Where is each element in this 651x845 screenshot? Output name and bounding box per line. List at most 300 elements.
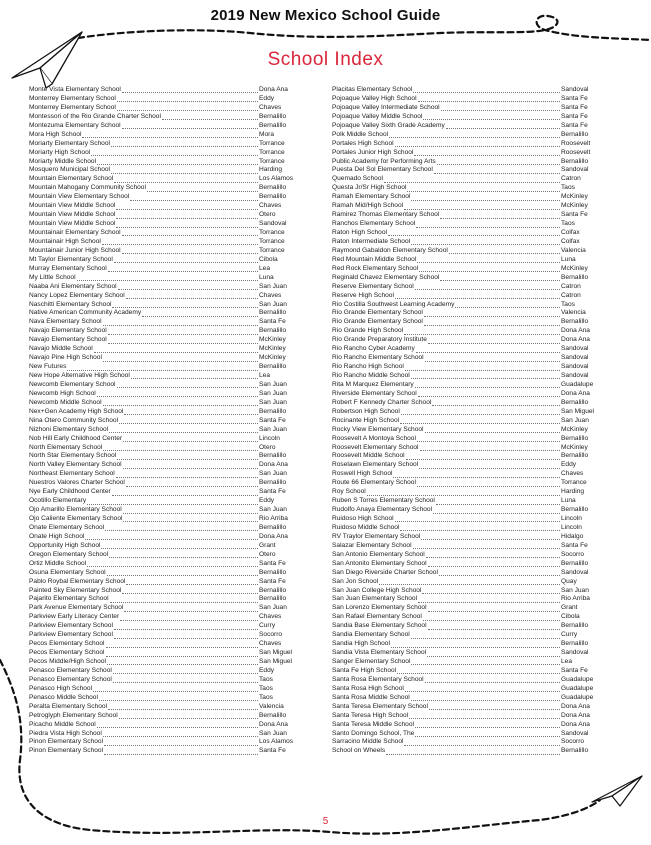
county-name: Rio Arriba bbox=[259, 515, 288, 522]
school-name: Reserve High School bbox=[332, 291, 394, 299]
school-name: Rocky View Elementary School bbox=[332, 425, 424, 433]
dot-leader bbox=[104, 749, 258, 755]
index-entry bbox=[332, 238, 605, 247]
school-name: Robert F Kennedy Charter School bbox=[332, 398, 432, 406]
school-name: Rita M Marquez Elementary bbox=[332, 380, 414, 388]
dot-leader bbox=[142, 311, 258, 317]
county-name: Guadalupe bbox=[561, 675, 594, 683]
dot-leader bbox=[107, 659, 258, 665]
index-entry bbox=[29, 524, 303, 533]
index-entry bbox=[332, 149, 605, 158]
county-name: San Miguel bbox=[259, 649, 292, 657]
school-name: Pojoaque Valley Intermediate School bbox=[332, 103, 440, 111]
school-name: Salazar Elementary School bbox=[332, 541, 412, 549]
dot-leader bbox=[114, 624, 258, 630]
school-name: Santa Teresa Elementary School bbox=[332, 702, 428, 710]
dot-leader bbox=[109, 552, 258, 558]
school-name: North Elementary School bbox=[29, 443, 103, 451]
county-name: Bernalillo bbox=[259, 452, 287, 460]
county-name: Otero bbox=[259, 211, 276, 219]
school-name: Nex+Gen Academy High School bbox=[29, 407, 124, 415]
school-name: Mosquero Municipal School bbox=[29, 166, 110, 174]
dot-leader bbox=[118, 284, 258, 290]
dot-leader bbox=[386, 749, 560, 755]
school-name: Roosevelt Elementary School bbox=[332, 443, 419, 451]
county-name: Chaves bbox=[259, 202, 282, 210]
dot-leader bbox=[123, 516, 258, 522]
school-name: Painted Sky Elementary School bbox=[29, 586, 122, 594]
dot-leader bbox=[432, 400, 560, 406]
index-entry bbox=[29, 542, 303, 551]
dot-leader bbox=[110, 597, 258, 603]
county-name: Lea bbox=[259, 372, 271, 379]
index-entry bbox=[332, 721, 605, 730]
page-header-title: 2019 New Mexico School Guide bbox=[210, 7, 441, 24]
dot-leader bbox=[406, 454, 560, 460]
dot-leader bbox=[112, 302, 258, 308]
index-entry bbox=[332, 247, 605, 256]
county-name: Grant bbox=[561, 604, 578, 612]
index-entry bbox=[29, 658, 303, 667]
index-entry bbox=[332, 292, 605, 301]
index-entry bbox=[332, 747, 605, 756]
dot-leader bbox=[411, 695, 560, 701]
index-entry bbox=[29, 595, 303, 604]
index-entry bbox=[332, 488, 605, 497]
dot-leader bbox=[404, 329, 560, 335]
county-name: Taos bbox=[561, 300, 575, 308]
dot-leader bbox=[103, 400, 258, 406]
index-entry bbox=[29, 158, 303, 167]
dot-leader bbox=[419, 266, 560, 272]
dot-leader bbox=[418, 96, 560, 102]
county-name: Dona Ana bbox=[561, 327, 590, 335]
school-name: Polk Middle School bbox=[332, 130, 389, 138]
school-name: Mountain View Middle School bbox=[29, 220, 116, 228]
dot-leader bbox=[122, 588, 258, 594]
index-entry bbox=[332, 193, 605, 202]
dot-leader bbox=[108, 704, 258, 710]
index-entry bbox=[29, 649, 303, 658]
index-entry bbox=[332, 730, 605, 739]
index-entry bbox=[332, 140, 605, 149]
school-name: Monterrey Elementary School bbox=[29, 103, 116, 111]
school-name: Raton Intermediate School bbox=[332, 237, 411, 245]
dot-leader bbox=[103, 445, 258, 451]
school-name: Moriarty High School bbox=[29, 148, 91, 156]
school-name: Pinon Elementary School bbox=[29, 738, 104, 746]
dot-leader bbox=[427, 651, 560, 657]
index-entry bbox=[332, 408, 605, 417]
county-name: Catron bbox=[561, 175, 581, 183]
index-entry bbox=[332, 417, 605, 426]
county-name: Santa Fe bbox=[561, 666, 588, 674]
index-entry bbox=[332, 658, 605, 667]
county-name: Lea bbox=[259, 264, 271, 272]
dot-leader bbox=[113, 668, 258, 674]
dot-leader bbox=[126, 293, 258, 299]
county-name: Eddy bbox=[259, 666, 275, 674]
dot-leader bbox=[119, 713, 258, 719]
school-name: Questa Jr/Sr High School bbox=[332, 184, 407, 192]
school-name: Raymond Gabaldon Elementary School bbox=[332, 246, 448, 254]
school-name: Riverside Elementary School bbox=[332, 389, 417, 397]
index-entry bbox=[29, 622, 303, 631]
school-name: Roswell High School bbox=[332, 470, 393, 478]
county-name: Sandoval bbox=[561, 354, 589, 362]
dot-leader bbox=[103, 320, 258, 326]
dot-leader bbox=[413, 87, 560, 93]
county-name: Mora bbox=[259, 130, 275, 138]
dot-leader bbox=[122, 123, 258, 129]
county-name: Dona Ana bbox=[259, 720, 288, 728]
school-name: Nye Early Childhood Center bbox=[29, 488, 111, 496]
index-entry bbox=[332, 345, 605, 354]
county-name: Santa Fe bbox=[561, 121, 588, 129]
school-name: Monterrey Elementary School bbox=[29, 94, 116, 102]
index-entry bbox=[332, 685, 605, 694]
dot-leader bbox=[102, 239, 258, 245]
dot-leader bbox=[87, 561, 258, 567]
school-name: Placitas Elementary School bbox=[332, 86, 413, 93]
dot-leader bbox=[423, 615, 560, 621]
county-name: McKinley bbox=[561, 443, 588, 451]
county-name: Torrance bbox=[259, 229, 285, 236]
index-entry bbox=[332, 578, 605, 587]
index-entry bbox=[332, 694, 605, 703]
index-entry bbox=[29, 497, 303, 506]
index-entry bbox=[29, 149, 303, 158]
school-name: Nancy Lopez Elementary School bbox=[29, 291, 125, 299]
dot-leader bbox=[411, 195, 560, 201]
school-name: Ruidoso High School bbox=[332, 515, 394, 522]
index-entry bbox=[332, 354, 605, 363]
county-name: Quay bbox=[561, 577, 577, 585]
dot-leader bbox=[103, 356, 258, 362]
dot-leader bbox=[112, 490, 258, 496]
school-index-column-right bbox=[332, 86, 605, 756]
index-entry bbox=[332, 175, 605, 184]
county-name: McKinley bbox=[561, 264, 588, 272]
index-entry bbox=[29, 694, 303, 703]
dot-leader bbox=[415, 382, 560, 388]
index-entry bbox=[332, 479, 605, 488]
county-name: San Juan bbox=[259, 729, 287, 737]
school-name: Santa Teresa Middle School bbox=[332, 720, 414, 728]
county-name: Bernalillo bbox=[561, 640, 589, 648]
school-name: Portales Junior High School bbox=[332, 148, 414, 156]
dot-leader bbox=[420, 445, 561, 451]
dot-leader bbox=[419, 463, 560, 469]
school-name: Moriarty Elementary School bbox=[29, 139, 110, 147]
school-name: San Juan Elementary School bbox=[332, 595, 418, 603]
county-name: Bernalillo bbox=[259, 193, 287, 201]
index-entry bbox=[332, 166, 605, 175]
dot-leader bbox=[417, 257, 560, 263]
school-name: My Little School bbox=[29, 273, 76, 281]
dot-leader bbox=[446, 123, 560, 129]
dot-leader bbox=[126, 579, 258, 585]
school-name: Mountainair High School bbox=[29, 237, 101, 245]
index-entry bbox=[332, 542, 605, 551]
school-name: Route 66 Elementary School bbox=[332, 479, 416, 487]
index-entry bbox=[29, 354, 303, 363]
school-name: Navajo Elementary School bbox=[29, 336, 107, 344]
index-entry bbox=[29, 104, 303, 113]
index-entry bbox=[332, 86, 605, 95]
school-name: New Hope Alternative High School bbox=[29, 372, 130, 379]
index-entry bbox=[29, 730, 303, 739]
school-name: Navajo Elementary School bbox=[29, 327, 107, 335]
dot-leader bbox=[162, 114, 258, 120]
county-name: Taos bbox=[259, 675, 273, 683]
county-name: McKinley bbox=[561, 202, 588, 210]
dot-leader bbox=[426, 552, 560, 558]
dot-leader bbox=[411, 239, 560, 245]
school-name: Oregon Elementary School bbox=[29, 550, 109, 558]
index-entry bbox=[29, 533, 303, 542]
county-name: Roosevelt bbox=[561, 148, 591, 156]
index-entry bbox=[29, 712, 303, 721]
county-name: Dona Ana bbox=[259, 86, 288, 93]
county-name: Santa Fe bbox=[561, 112, 588, 120]
dot-leader bbox=[415, 284, 560, 290]
index-entry bbox=[29, 211, 303, 220]
school-name: Northeast Elementary School bbox=[29, 470, 115, 478]
county-name: Curry bbox=[561, 631, 578, 639]
dot-leader bbox=[101, 543, 258, 549]
county-name: Valencia bbox=[561, 246, 586, 254]
index-entry bbox=[29, 470, 303, 479]
county-name: San Miguel bbox=[561, 407, 594, 415]
index-entry bbox=[332, 113, 605, 122]
county-name: Santa Fe bbox=[561, 94, 588, 102]
county-name: San Juan bbox=[259, 282, 287, 290]
county-name: Hidalgo bbox=[561, 532, 584, 540]
index-entry bbox=[29, 309, 303, 318]
index-entry bbox=[332, 327, 605, 336]
school-name: Ruidoso Middle School bbox=[332, 523, 400, 531]
school-name: Raton High School bbox=[332, 229, 387, 236]
county-name: Bernalillo bbox=[259, 112, 287, 120]
county-name: Eddy bbox=[561, 461, 577, 469]
school-name: Navajo Middle School bbox=[29, 345, 93, 353]
dot-leader bbox=[389, 132, 560, 138]
county-name: Torrance bbox=[259, 237, 285, 245]
index-entry bbox=[29, 578, 303, 587]
index-entry bbox=[332, 336, 605, 345]
school-name: Navajo Pine High School bbox=[29, 354, 102, 362]
school-name: Portales High School bbox=[332, 139, 394, 147]
dot-leader bbox=[423, 114, 560, 120]
county-name: San Juan bbox=[259, 300, 287, 308]
index-entry bbox=[332, 309, 605, 318]
dot-leader bbox=[429, 704, 560, 710]
index-entry bbox=[29, 426, 303, 435]
dot-leader bbox=[428, 606, 560, 612]
dot-leader bbox=[116, 204, 258, 210]
index-entry bbox=[29, 569, 303, 578]
dot-leader bbox=[77, 275, 258, 281]
dot-leader bbox=[440, 275, 560, 281]
school-name: Rio Rancho Cyber Academy bbox=[332, 345, 415, 353]
county-name: Bernalillo bbox=[561, 747, 589, 755]
dot-leader bbox=[455, 302, 560, 308]
dot-leader bbox=[108, 266, 258, 272]
school-name: Penasco Elementary School bbox=[29, 666, 112, 674]
school-name: Mt Taylor Elementary School bbox=[29, 255, 113, 263]
county-name: Torrance bbox=[259, 139, 285, 147]
dot-leader bbox=[111, 168, 258, 174]
school-name: San Antonio Elementary School bbox=[332, 550, 425, 558]
county-name: Bernalillo bbox=[561, 273, 589, 281]
dot-leader bbox=[384, 177, 560, 183]
dot-leader bbox=[123, 508, 258, 514]
school-name: Nob Hill Early Childhood Center bbox=[29, 434, 123, 442]
dot-leader bbox=[109, 427, 258, 433]
school-name: San Lorenzo Elementary School bbox=[332, 604, 427, 612]
county-name: Sandoval bbox=[561, 345, 589, 353]
index-entry bbox=[29, 721, 303, 730]
county-name: Catron bbox=[561, 291, 581, 299]
county-name: Lea bbox=[561, 658, 573, 665]
school-name: Roy School bbox=[332, 488, 366, 496]
index-entry bbox=[29, 363, 303, 372]
county-name: Dona Ana bbox=[561, 389, 590, 397]
school-name: Public Academy for Performing Arts bbox=[332, 157, 436, 165]
dot-leader bbox=[124, 606, 258, 612]
index-entry bbox=[332, 274, 605, 283]
school-name: Ocotillo Elementary bbox=[29, 497, 87, 505]
school-name: San Jon School bbox=[332, 577, 379, 585]
index-entry bbox=[332, 283, 605, 292]
county-name: Socorro bbox=[259, 631, 283, 639]
index-entry bbox=[29, 86, 303, 95]
index-entry bbox=[332, 595, 605, 604]
county-name: Bernalillo bbox=[259, 595, 287, 603]
county-name: Dona Ana bbox=[561, 702, 590, 710]
index-entry bbox=[332, 390, 605, 399]
index-entry bbox=[29, 444, 303, 453]
index-entry bbox=[332, 515, 605, 524]
county-name: Eddy bbox=[259, 497, 275, 505]
school-name: Parkview Early Literacy Center bbox=[29, 613, 120, 621]
index-entry bbox=[29, 372, 303, 381]
dot-leader bbox=[424, 320, 560, 326]
dot-leader bbox=[108, 338, 258, 344]
county-name: San Juan bbox=[259, 470, 287, 478]
dot-leader bbox=[400, 418, 560, 424]
school-name: Ojo Caliente Elementary School bbox=[29, 515, 123, 522]
dot-leader bbox=[147, 186, 258, 192]
county-name: Taos bbox=[259, 684, 273, 692]
county-name: Bernalillo bbox=[561, 130, 589, 138]
county-name: Sandoval bbox=[259, 220, 287, 228]
county-name: Santa Fe bbox=[259, 488, 286, 496]
dot-leader bbox=[122, 230, 258, 236]
school-name: Reserve Elementary School bbox=[332, 282, 414, 290]
index-entry bbox=[332, 363, 605, 372]
school-name: Penasco High School bbox=[29, 684, 93, 692]
dot-leader bbox=[409, 713, 560, 719]
school-name: Osuna Elementary School bbox=[29, 568, 106, 576]
county-name: McKinley bbox=[259, 345, 286, 353]
county-name: Santa Fe bbox=[561, 541, 588, 549]
county-name: Guadalupe bbox=[561, 693, 594, 701]
county-name: Curry bbox=[259, 622, 276, 630]
index-entry bbox=[29, 220, 303, 229]
county-name: Guadalupe bbox=[561, 684, 594, 692]
index-entry bbox=[29, 193, 303, 202]
county-name: San Juan bbox=[259, 380, 287, 388]
index-entry bbox=[29, 399, 303, 408]
school-name: Rio Grande High School bbox=[332, 327, 404, 335]
index-entry bbox=[29, 551, 303, 560]
dot-leader bbox=[395, 293, 560, 299]
dot-leader bbox=[122, 87, 258, 93]
school-name: Sandia Vista Elementary School bbox=[332, 649, 427, 657]
school-name: Red Mountain Middle School bbox=[332, 255, 417, 263]
dot-leader bbox=[123, 436, 258, 442]
school-name: Parkview Elementary School bbox=[29, 622, 113, 630]
county-name: Harding bbox=[561, 488, 585, 496]
dot-leader bbox=[433, 508, 560, 514]
county-name: Grant bbox=[259, 541, 276, 549]
school-name: Pajarito Elementary School bbox=[29, 595, 109, 603]
county-name: San Juan bbox=[259, 506, 287, 514]
dot-leader bbox=[393, 472, 560, 478]
index-entry bbox=[29, 175, 303, 184]
school-index-column-left bbox=[29, 86, 303, 756]
dot-leader bbox=[114, 177, 258, 183]
index-entry bbox=[332, 381, 605, 390]
dot-leader bbox=[415, 722, 560, 728]
index-entry bbox=[332, 551, 605, 560]
index-entry bbox=[332, 95, 605, 104]
county-name: McKinley bbox=[561, 193, 588, 201]
index-entry bbox=[332, 712, 605, 721]
dot-leader bbox=[388, 230, 560, 236]
index-entry bbox=[29, 560, 303, 569]
county-name: McKinley bbox=[259, 354, 286, 362]
index-entry bbox=[332, 435, 605, 444]
county-name: Santa Fe bbox=[259, 416, 286, 424]
school-name: Mora High School bbox=[29, 130, 82, 138]
county-name: Sandoval bbox=[561, 363, 589, 371]
dot-leader bbox=[437, 159, 560, 165]
school-name: Penasco Middle School bbox=[29, 693, 98, 701]
county-name: Sandoval bbox=[561, 649, 589, 657]
index-entry bbox=[29, 479, 303, 488]
county-name: Rio Arriba bbox=[561, 595, 590, 603]
dot-leader bbox=[126, 481, 258, 487]
school-name: Rocinante High School bbox=[332, 416, 400, 424]
county-name: Bernalillo bbox=[259, 586, 287, 594]
school-name: Onate High School bbox=[29, 532, 85, 540]
county-name: Luna bbox=[561, 497, 576, 505]
dot-leader bbox=[117, 454, 258, 460]
county-name: Chaves bbox=[259, 613, 282, 621]
dot-leader bbox=[117, 382, 259, 388]
dot-leader bbox=[417, 436, 560, 442]
county-name: Santa Fe bbox=[259, 577, 286, 585]
index-entry bbox=[332, 622, 605, 631]
school-name: Rio Costilla Southwest Learning Academy bbox=[332, 300, 455, 308]
county-name: Otero bbox=[259, 443, 276, 451]
dot-leader bbox=[105, 525, 258, 531]
county-name: Bernalillo bbox=[561, 559, 589, 567]
school-name: Newcomb High School bbox=[29, 389, 96, 397]
